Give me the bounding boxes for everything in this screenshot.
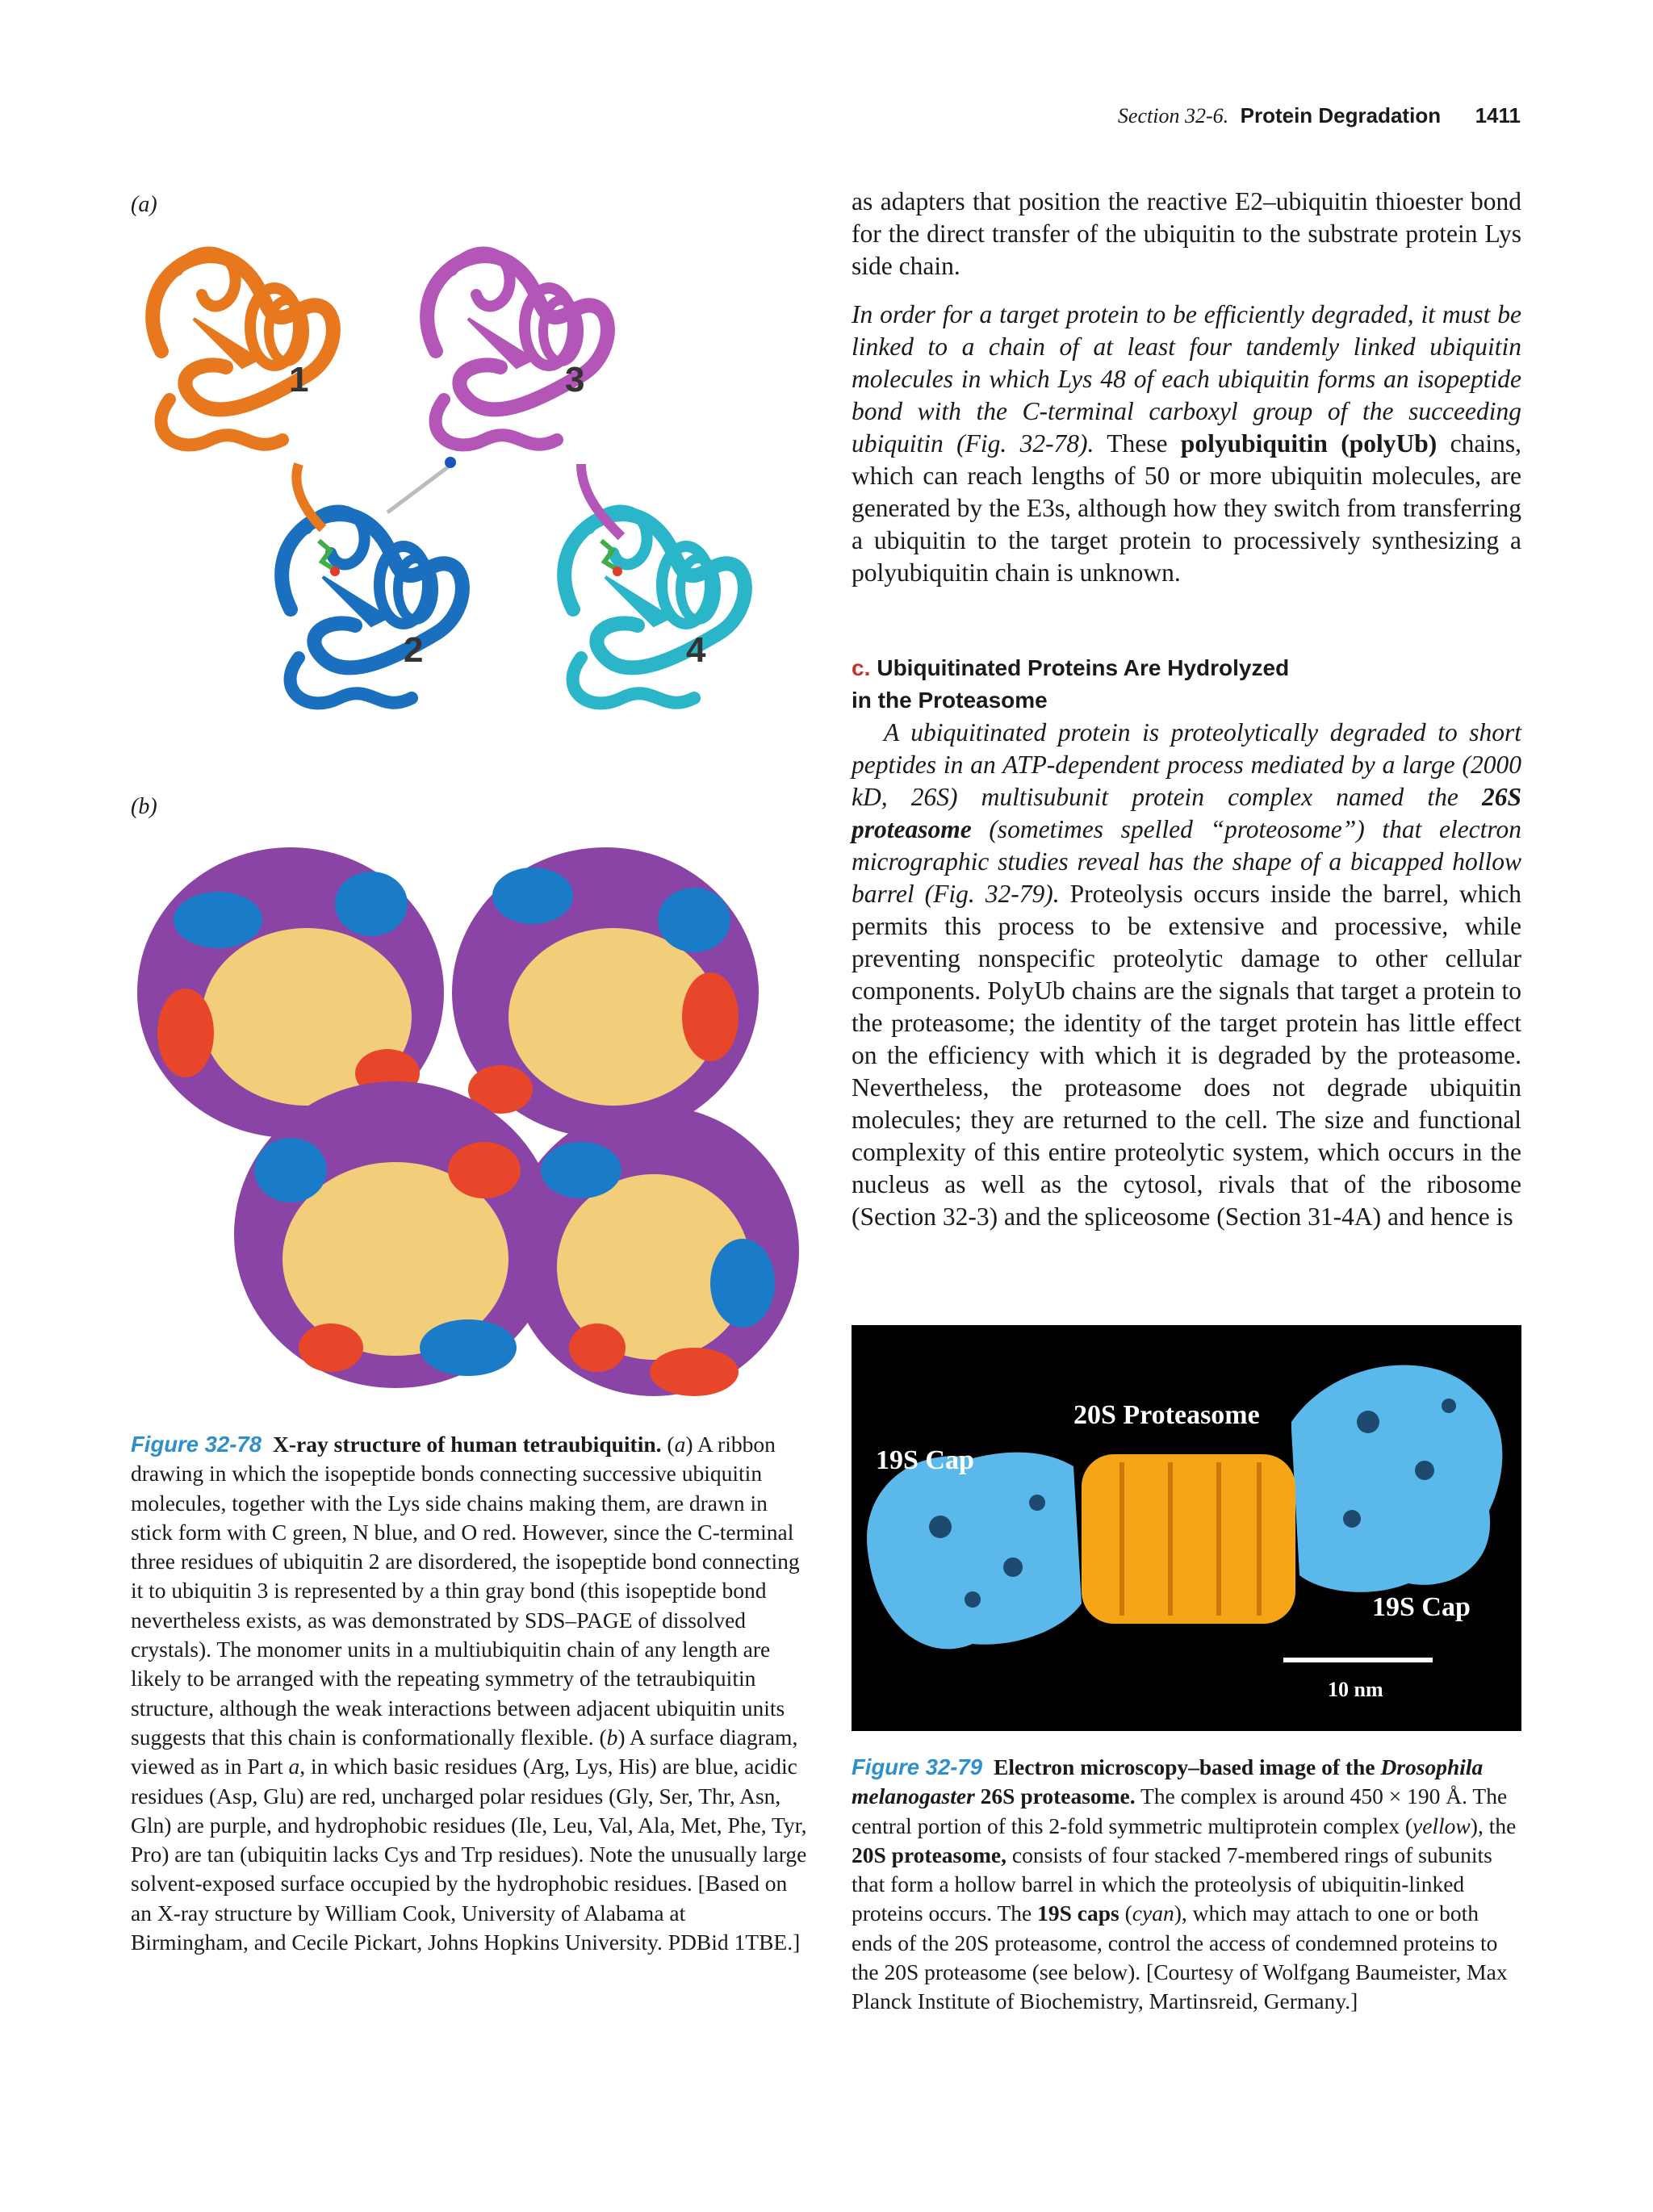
page-number: 1411: [1475, 103, 1521, 128]
linker-1-2: [296, 464, 323, 529]
figure-32-78-title: X-ray structure of human tetraubiquitin.: [273, 1432, 662, 1457]
tetraubiquitin-ribbon-figure: [129, 230, 807, 746]
ubiquitin-label-3: 3: [565, 360, 585, 399]
paragraph-2-italic: In order for a target protein to be efficiently degraded, it must be linked to a chain of at least four tandemly linked ubiquitin molecules in which Lys 48 of each ubiquitin forms an isopeptide bond with the C-terminal carboxyl group of the succeeding ubiquitin (Fig. 32-78).: [852, 300, 1521, 458]
section-letter: c.: [852, 655, 871, 680]
species-name: Drosophila melanogaster: [852, 1754, 1484, 1809]
paragraph-3-italic-b: (sometimes spelled “proteosome”) that electron micrographic studies reveal has the shape of a bicapped hollow barrel (Fig. 32-79).: [852, 815, 1521, 908]
paragraph-2: [852, 299, 1521, 589]
caption-text: consists of four stacked 7-membered rings of subunits that form a hollow barrel in which the proteolysis of ubiquitin-linked proteins occurs. The: [852, 1842, 1492, 1926]
ubiquitin-3-ribbon: [427, 253, 608, 445]
running-header: [1118, 103, 1521, 128]
paragraph-2-text-a: These: [1094, 429, 1181, 458]
paragraph-3-text: Proteolysis occurs inside the barrel, which permits this process to be extensive and processive, while preventing nonspecific proteolytic damage to other cellular components. PolyUb chains are the signals that target a protein to the proteasome; the identity of the target protein has little effect on the efficiency with which it is degraded by the proteasome. Nevertheless, the proteasome does not degrade ubiquitin molecules; they are returned to the cell. The size and functional complexity of this entire proteolytic system, which occurs in the nucleus as well as the cytosol, rivals that of the ribosome (Section 32-3) and the spliceosome (Section 31-4A) and hence is: [852, 880, 1522, 1231]
caption-text: The complex is around 450 × 190 Å. The central portion of this 2-fold symmetric multiprotein complex (: [852, 1783, 1508, 1838]
figure-32-79-title-end: 26S proteasome.: [974, 1783, 1136, 1809]
surface-blob-lower-left: [234, 1081, 557, 1388]
figure-number-32-78: Figure 32-78: [131, 1432, 262, 1457]
gray-isopeptide-bond: [387, 464, 452, 512]
ubiquitin-label-4: 4: [686, 630, 706, 670]
caption-text: ), which may attach to one or both ends of the 20S proteasome, control the access of condemned proteins to the 20S proteasome (see below). [Courtesy of Wolfgang Baumeister, Max Planck Institute of Biochemistry, Martinsreid, Germany.]: [852, 1900, 1508, 2014]
paragraph-2-text-b: chains, which can reach lengths of 50 or more ubiquitin molecules, are generated by the E3s, although how they switch from transferring a ubiquitin to the target protein to processively synthesizing a polyubiquitin chain is unknown.: [852, 429, 1521, 587]
label-20s-proteasome: 20S Proteasome: [1073, 1400, 1260, 1430]
figure-number-32-79: Figure 32-79: [852, 1754, 983, 1779]
caption-italic: yellow: [1412, 1813, 1471, 1838]
tetraubiquitin-surface-figure: [129, 831, 807, 1412]
caption-italic: b: [606, 1724, 618, 1750]
section-heading-line-1: Ubiquitinated Proteins Are Hydrolyzed: [877, 655, 1290, 680]
caption-text: ) A ribbon drawing in which the isopeptide bonds connecting successive ubiquitin molecules, together with the Lys side chains making them, are drawn in stick form with C green, N blue, and O red. However, since the C-terminal three residues of ubiquitin 2 are disordered, the isopeptide bond connecting it to ubiquitin 3 is represented by a thin gray bond (this isopeptide bond nevertheless exists, as was demonstrated by SDS–PAGE of dissolved crystals). The monomer units in a multiubiquitin chain of any length are likely to be arranged with the repeating symmetry of the tetraubiquitin structure, although the weak interactions between adjacent ubiquitin units suggests that this chain is conformationally flexible. (: [131, 1432, 800, 1750]
ubiquitin-2-ribbon: [282, 511, 462, 704]
paragraph-3: [852, 717, 1521, 1233]
figure-32-78-caption: [131, 1430, 807, 1957]
proteasome-em-figure: [852, 1325, 1521, 1731]
caption-italic: cyan: [1132, 1900, 1174, 1926]
oxygen-atom: [613, 567, 622, 576]
header-section: Section 32-6.: [1117, 104, 1229, 128]
term-polyubiquitin: polyubiquitin (polyUb): [1180, 429, 1437, 458]
panel-label-a: (a): [131, 192, 157, 217]
section-heading: [852, 652, 1521, 717]
ubiquitin-1-ribbon: [153, 253, 333, 445]
paragraph-3-italic-a: A ubiquitinated protein is proteolytically degraded to short peptides in an ATP-dependent process mediated by a large (2000 kD, 26S) multisubunit protein complex named the: [852, 718, 1521, 811]
ubiquitin-4-ribbon: [564, 511, 745, 704]
term-26s-proteasome: 26S proteasome: [852, 783, 1521, 843]
20s-proteasome-core: [1082, 1454, 1295, 1624]
ubiquitin-label-2: 2: [404, 630, 424, 670]
nitrogen-atom: [445, 457, 456, 468]
caption-italic: a: [288, 1754, 300, 1779]
figure-32-79-title: Electron microscopy–based image of the: [994, 1754, 1381, 1779]
caption-text: (: [1119, 1900, 1132, 1926]
surface-blob-lower-right: [508, 1106, 799, 1396]
section-heading-line-2: in the Proteasome: [852, 688, 1048, 713]
caption-italic: a: [674, 1432, 686, 1457]
panel-label-b: (b): [131, 794, 157, 819]
term-20s-proteasome: 20S proteasome,: [852, 1842, 1006, 1867]
caption-text: , in which basic residues (Arg, Lys, His) are blue, acidic residues (Asp, Glu) are red, uncharged polar residues (Gly, Ser, Thr, Asn, Gln) are purple, and hydrophobic residues (Ile, Leu, Val, Ala, Met, Phe, Tyr, Pro) are tan (ubiquitin lacks Cys and Trp residues). Note the unusually large solvent-exposed surface occupied by the hydrophobic residues. [Based on an X-ray structure by William Cook, University of Alabama at Birmingham, and Cecile Pickart, Johns Hopkins University. PDBid 1TBE.]: [131, 1754, 807, 1955]
ubiquitin-label-1: 1: [289, 360, 309, 399]
label-19s-cap-left: 19S Cap: [876, 1445, 974, 1475]
label-19s-cap-right: 19S Cap: [1372, 1592, 1471, 1622]
caption-text: ), the: [1470, 1813, 1517, 1838]
paragraph-1: [852, 186, 1521, 282]
caption-text: (: [661, 1432, 675, 1457]
term-19s-caps: 19S caps: [1037, 1900, 1119, 1926]
right-19s-cap: [1291, 1365, 1502, 1591]
header-title: Protein Degradation: [1240, 103, 1442, 128]
caption-text: ) A surface diagram, viewed as in Part: [131, 1724, 798, 1779]
left-19s-cap: [867, 1453, 1082, 1650]
figure-32-79-caption: [852, 1753, 1521, 2017]
surface-blob-upper-right: [452, 847, 759, 1138]
oxygen-atom: [330, 567, 340, 576]
paragraph-1-text: as adapters that position the reactive E2–ubiquitin thioester bond for the direct transfer of the ubiquitin to the substrate protein Lys side chain.: [852, 187, 1521, 280]
scale-bar-label: 10 nm: [1328, 1678, 1383, 1701]
